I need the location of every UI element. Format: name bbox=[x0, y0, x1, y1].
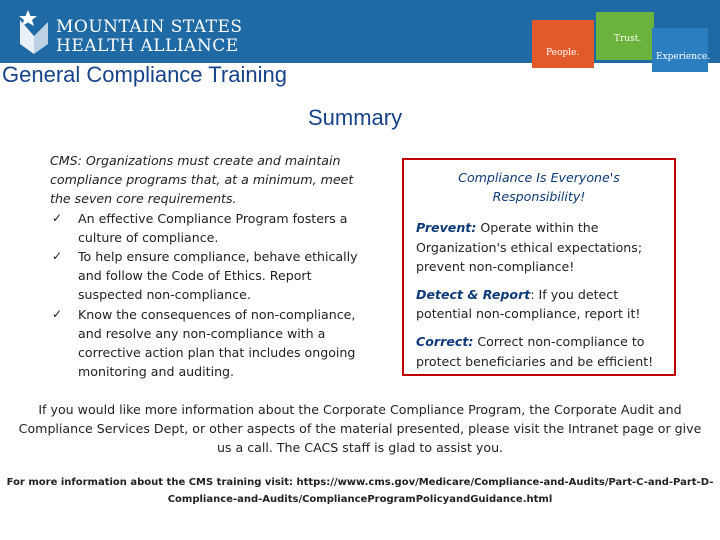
trust-tile-label: Trust. bbox=[614, 34, 642, 44]
checkmark-icon: ✓ bbox=[52, 210, 63, 225]
cms-training-footnote bbox=[6, 474, 714, 508]
page-title: General Compliance Training bbox=[2, 62, 287, 87]
experience-tile-label: Experience. bbox=[656, 52, 711, 62]
prevent-label: Prevent: bbox=[416, 220, 477, 236]
organization-logo bbox=[8, 8, 243, 56]
contact-info-text: If you would like more information about the Corporate Compliance Program, the Corporate Audit and Compliance Services Dept, or other aspects of the material presented, please visit the Intranet page or give us a call. The CACS staff is glad to assist you. bbox=[18, 402, 702, 456]
prevent-text: Operate within the Organization's ethical expectations; prevent non-compliance! bbox=[416, 220, 643, 274]
list-item bbox=[50, 247, 370, 305]
people-tile-label: People. bbox=[546, 48, 580, 58]
requirements-column bbox=[50, 151, 370, 381]
page-subtitle: Summary bbox=[308, 105, 403, 130]
correct-text: Correct non-compliance to protect beneficiaries and be efficient! bbox=[416, 334, 654, 369]
list-item bbox=[50, 305, 370, 382]
list-item bbox=[50, 209, 370, 247]
list-item-text: Know the consequences of non-compliance, and resolve any non-compliance with a corrective action plan that includes ongoing monitoring and auditing. bbox=[78, 306, 356, 380]
box-title: Compliance Is Everyone's Responsibility! bbox=[458, 170, 620, 205]
requirements-list bbox=[50, 209, 370, 382]
footnote-prefix: For more information about the CMS training visit: bbox=[6, 477, 297, 488]
people-tile bbox=[532, 20, 594, 68]
responsibility-box bbox=[402, 158, 676, 376]
correct-section bbox=[416, 332, 662, 370]
cms-intro-text: CMS: Organizations must create and maintain compliance programs that, at a minimum, meet the seven core requirements. bbox=[50, 153, 354, 207]
trust-tile bbox=[596, 12, 654, 60]
prevent-section bbox=[416, 218, 662, 276]
correct-label: Correct: bbox=[416, 334, 474, 350]
star-logo-icon bbox=[14, 10, 54, 54]
list-item-text: An effective Compliance Program fosters a culture of compliance. bbox=[78, 210, 348, 245]
checkmark-icon: ✓ bbox=[52, 249, 63, 264]
experience-tile bbox=[652, 28, 711, 72]
detect-section bbox=[416, 285, 662, 323]
list-item-text: To help ensure compliance, behave ethically and follow the Code of Ethics. Report suspected non-compliance. bbox=[78, 249, 358, 303]
detect-text: : If you detect potential non-compliance, report it! bbox=[416, 287, 641, 322]
logo-text-line1: MOUNTAIN STATES bbox=[56, 17, 243, 37]
detect-label: Detect & Report bbox=[416, 287, 531, 303]
logo-text-line2: HEALTH ALLIANCE bbox=[56, 36, 239, 56]
checkmark-icon: ✓ bbox=[52, 306, 63, 321]
cms-guidance-link[interactable]: https://www.cms.gov/Medicare/Compliance-and-Audits/Part-C-and-Part-D-Compliance-and-Audits/ComplianceProgramPolicyandGuidance.html bbox=[167, 477, 714, 505]
